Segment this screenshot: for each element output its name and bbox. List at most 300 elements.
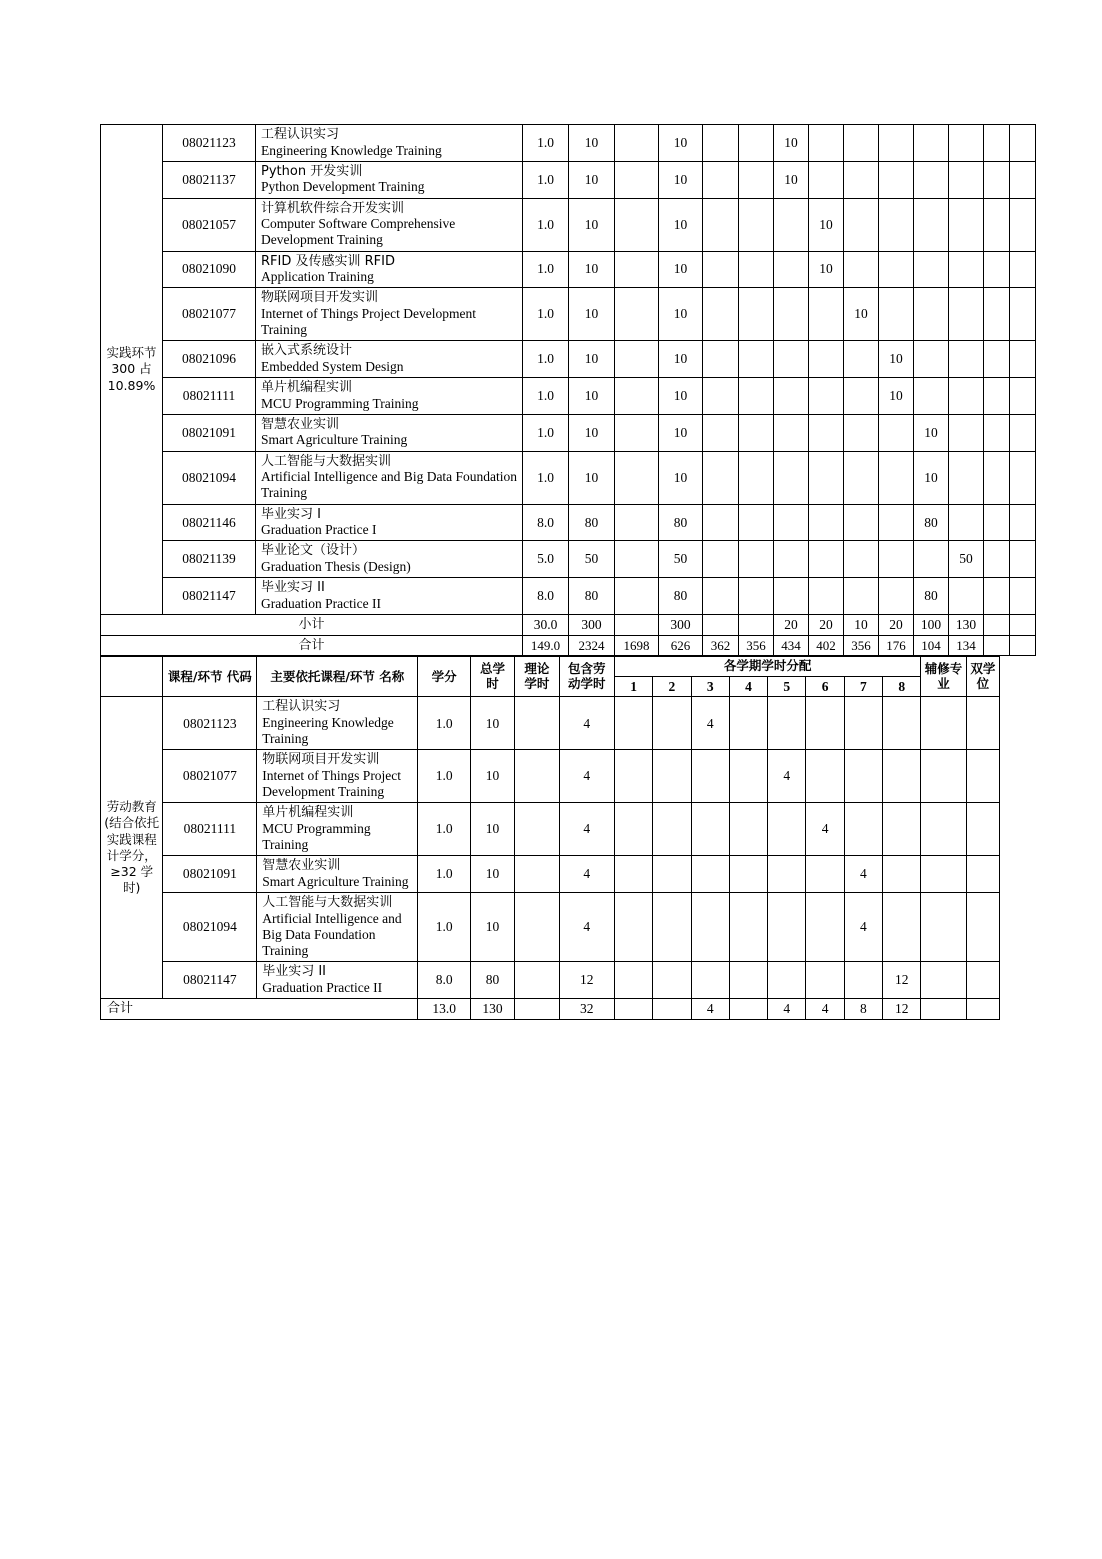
sem-6 <box>879 125 914 162</box>
sem-4 <box>809 504 844 541</box>
minor <box>984 198 1010 251</box>
theory-hours <box>615 578 659 615</box>
sem-3 <box>691 856 729 893</box>
sem-6 <box>879 541 914 578</box>
course-name <box>257 962 418 999</box>
sem-1 <box>614 750 652 803</box>
total-hours: 10 <box>569 251 615 288</box>
sem-4 <box>809 378 844 415</box>
sem-7 <box>914 341 949 378</box>
course-code: 08021077 <box>163 288 256 341</box>
course-name-cn: 工程认识实习 <box>261 127 340 142</box>
sem-6 <box>879 288 914 341</box>
sem-4 <box>729 750 767 803</box>
sem-1 <box>614 856 652 893</box>
sem-4 <box>809 414 844 451</box>
sem-2 <box>739 451 774 504</box>
sem-8: 50 <box>949 541 984 578</box>
sem-1 <box>703 341 739 378</box>
theory-hours <box>615 198 659 251</box>
total-row <box>101 635 1036 655</box>
course-code: 08021147 <box>163 578 256 615</box>
theory-hours <box>615 341 659 378</box>
sem-1 <box>703 504 739 541</box>
minor <box>984 541 1010 578</box>
total-hours: 10 <box>470 697 514 750</box>
sem-4 <box>729 962 767 999</box>
course-name-en: MCU Programming Training <box>262 821 371 853</box>
total-hours: 10 <box>470 856 514 893</box>
total-hours: 300 <box>569 614 615 635</box>
sem-8 <box>949 378 984 415</box>
dual <box>1010 451 1036 504</box>
dual <box>966 803 999 856</box>
sem-8 <box>949 341 984 378</box>
sem-7 <box>844 697 882 750</box>
course-name-en: Computer Software Comprehensive Development Training <box>261 216 456 248</box>
sem-2 <box>653 856 691 893</box>
practice-hours: 10 <box>659 198 703 251</box>
sem-2 <box>653 803 691 856</box>
course-name-cn: Python 开发实训 <box>261 163 363 179</box>
total-hours: 10 <box>569 414 615 451</box>
sem-2 <box>739 541 774 578</box>
header-row <box>101 657 1000 676</box>
course-name <box>256 378 523 415</box>
sem-3 <box>774 541 809 578</box>
sem-7 <box>914 251 949 288</box>
course-name <box>256 288 523 341</box>
sem-3: 434 <box>774 635 809 655</box>
sem-2 <box>739 288 774 341</box>
course-name-cn: 单片机编程实训 <box>261 380 353 396</box>
labor-hours: 4 <box>559 803 614 856</box>
sem-1 <box>703 378 739 415</box>
sem-2 <box>739 161 774 198</box>
sem-6: 176 <box>879 635 914 655</box>
sem-1 <box>614 999 652 1020</box>
course-name <box>256 251 523 288</box>
total-hours: 10 <box>470 893 514 962</box>
minor <box>984 451 1010 504</box>
sem-8 <box>883 893 921 962</box>
course-plan-page <box>100 124 1000 1020</box>
dual <box>1010 541 1036 578</box>
credits: 30.0 <box>523 614 569 635</box>
table-row <box>101 161 1036 198</box>
sem-7 <box>914 198 949 251</box>
sem-7 <box>914 378 949 415</box>
header-theory-hours: 理论学时 <box>515 657 559 697</box>
sem-8 <box>949 451 984 504</box>
dual <box>1010 635 1036 655</box>
sem-6: 4 <box>806 803 844 856</box>
sem-6 <box>879 251 914 288</box>
sem-2 <box>653 962 691 999</box>
total-row <box>101 999 1000 1020</box>
credits: 8.0 <box>418 962 470 999</box>
minor <box>984 578 1010 615</box>
header-credits: 学分 <box>418 657 470 697</box>
sem-3 <box>691 803 729 856</box>
course-code: 08021091 <box>163 414 256 451</box>
sem-1 <box>614 962 652 999</box>
course-code: 08021147 <box>163 962 257 999</box>
course-code: 08021091 <box>163 856 257 893</box>
course-name <box>256 578 523 615</box>
sem-5: 10 <box>844 288 879 341</box>
dual <box>966 856 999 893</box>
sem-2 <box>739 614 774 635</box>
sem-5 <box>844 251 879 288</box>
sem-2 <box>739 378 774 415</box>
sem-6 <box>806 962 844 999</box>
sem-6: 20 <box>879 614 914 635</box>
sem-6 <box>879 161 914 198</box>
table-row <box>101 541 1036 578</box>
course-name-en: Embedded System Design <box>261 358 404 374</box>
sem-3 <box>691 893 729 962</box>
sem-4 <box>729 999 767 1020</box>
total-hours: 130 <box>470 999 514 1020</box>
sem-7: 10 <box>914 451 949 504</box>
credits: 1.0 <box>523 378 569 415</box>
table-row <box>101 288 1036 341</box>
practice-hours: 10 <box>659 251 703 288</box>
sem-3 <box>774 288 809 341</box>
course-name <box>257 856 418 893</box>
sem-7: 10 <box>914 414 949 451</box>
total-hours: 10 <box>569 288 615 341</box>
sem-7: 80 <box>914 504 949 541</box>
total-hours: 80 <box>569 504 615 541</box>
sem-1 <box>614 697 652 750</box>
sem-7 <box>914 125 949 162</box>
course-name <box>256 414 523 451</box>
course-code: 08021146 <box>163 504 256 541</box>
table-row <box>101 414 1036 451</box>
dual <box>1010 161 1036 198</box>
course-name-en: MCU Programming Training <box>261 395 419 411</box>
practice-hours: 80 <box>659 578 703 615</box>
sem-3 <box>774 378 809 415</box>
course-code: 08021057 <box>163 198 256 251</box>
theory-hours <box>615 504 659 541</box>
sem-8 <box>949 251 984 288</box>
practice-hours: 10 <box>659 125 703 162</box>
header-sem-4: 4 <box>729 676 767 697</box>
sem-2 <box>653 697 691 750</box>
header-code: 课程/环节 代码 <box>163 657 257 697</box>
sem-3: 10 <box>774 125 809 162</box>
sem-2 <box>653 750 691 803</box>
course-name-en: Artificial Intelligence and Big Data Foundation Training <box>262 910 402 959</box>
table-row <box>101 504 1036 541</box>
credits: 1.0 <box>418 893 470 962</box>
credits: 1.0 <box>523 341 569 378</box>
header-sem-8: 8 <box>883 676 921 697</box>
header-total-hours: 总学时 <box>470 657 514 697</box>
total-hours: 10 <box>569 125 615 162</box>
course-name <box>256 161 523 198</box>
sem-5 <box>768 962 806 999</box>
course-code: 08021094 <box>163 893 257 962</box>
sem-6 <box>806 856 844 893</box>
labor-hours: 4 <box>559 750 614 803</box>
credits: 1.0 <box>523 414 569 451</box>
dual <box>1010 614 1036 635</box>
sem-7 <box>844 750 882 803</box>
sem-8 <box>949 578 984 615</box>
dual <box>966 999 999 1020</box>
dual <box>966 750 999 803</box>
sem-3 <box>774 504 809 541</box>
table-row <box>101 750 1000 803</box>
course-name-cn: 工程认识实习 <box>262 699 341 715</box>
table-row <box>101 198 1036 251</box>
sem-2 <box>739 504 774 541</box>
labor-hours: 4 <box>559 893 614 962</box>
course-name-cn: 物联网项目开发实训 <box>261 290 379 306</box>
table-row <box>101 893 1000 962</box>
sem-7 <box>914 161 949 198</box>
sem-7: 100 <box>914 614 949 635</box>
practice-hours: 626 <box>659 635 703 655</box>
sem-7: 4 <box>844 893 882 962</box>
sem-4 <box>809 125 844 162</box>
sem-2 <box>739 198 774 251</box>
header-name: 主要依托课程/环节 名称 <box>257 657 418 697</box>
course-name-en: Artificial Intelligence and Big Data Foundation Training <box>261 469 518 501</box>
minor <box>984 161 1010 198</box>
theory-hours <box>615 125 659 162</box>
sem-5 <box>768 856 806 893</box>
sem-8 <box>883 750 921 803</box>
course-name-en: Graduation Practice I <box>261 522 377 538</box>
sem-3: 4 <box>691 999 729 1020</box>
course-code: 08021111 <box>163 378 256 415</box>
course-name <box>256 451 523 504</box>
course-name <box>256 341 523 378</box>
sem-8: 134 <box>949 635 984 655</box>
practice-hours: 50 <box>659 541 703 578</box>
total-hours: 10 <box>569 341 615 378</box>
theory-hours: 1698 <box>615 635 659 655</box>
sem-5 <box>844 125 879 162</box>
course-name-en: Graduation Practice II <box>261 595 381 611</box>
theory-hours <box>615 541 659 578</box>
sem-3 <box>774 451 809 504</box>
course-name <box>256 504 523 541</box>
sem-7: 80 <box>914 578 949 615</box>
minor <box>921 999 966 1020</box>
sem-1 <box>703 614 739 635</box>
subtotal-row <box>101 614 1036 635</box>
sem-3 <box>774 251 809 288</box>
course-name-cn: RFID 及传感实训 RFID <box>261 253 395 269</box>
practice-hours: 10 <box>659 288 703 341</box>
course-name-en: Application Training <box>261 269 374 285</box>
sem-4 <box>729 803 767 856</box>
table-row <box>101 856 1000 893</box>
course-name-en: Graduation Thesis (Design) <box>261 558 411 574</box>
sem-8 <box>883 803 921 856</box>
sem-3: 4 <box>691 697 729 750</box>
sem-1 <box>703 541 739 578</box>
header-sem-1: 1 <box>614 676 652 697</box>
sem-3: 20 <box>774 614 809 635</box>
sem-5 <box>844 378 879 415</box>
total-hours: 80 <box>569 578 615 615</box>
credits: 1.0 <box>523 198 569 251</box>
course-name-cn: 智慧农业实训 <box>261 416 340 432</box>
sem-5 <box>768 803 806 856</box>
course-name-en: Engineering Knowledge Training <box>261 142 442 158</box>
sem-3 <box>691 750 729 803</box>
sem-5 <box>844 414 879 451</box>
sem-1 <box>703 451 739 504</box>
sem-1 <box>703 578 739 615</box>
sem-1 <box>614 803 652 856</box>
sem-5 <box>844 578 879 615</box>
sem-5: 10 <box>844 614 879 635</box>
theory-hours <box>515 999 559 1020</box>
course-code: 08021123 <box>163 697 257 750</box>
total-label: 合计 <box>101 635 523 655</box>
sem-4 <box>809 341 844 378</box>
dual <box>966 962 999 999</box>
sem-6 <box>806 750 844 803</box>
theory-hours <box>615 614 659 635</box>
sem-4 <box>809 578 844 615</box>
header-sem-7: 7 <box>844 676 882 697</box>
group-label-labor: 劳动教育 (结合依托实践课程计学分，≥32 学时) <box>101 697 163 999</box>
course-name-cn: 物联网项目开发实训 <box>262 752 380 768</box>
sem-3 <box>774 198 809 251</box>
total-hours: 80 <box>470 962 514 999</box>
sem-8 <box>949 161 984 198</box>
credits: 1.0 <box>418 856 470 893</box>
minor <box>984 614 1010 635</box>
sem-8 <box>949 504 984 541</box>
dual <box>1010 251 1036 288</box>
sem-4: 10 <box>809 251 844 288</box>
sem-5 <box>844 504 879 541</box>
course-name-cn: 毕业实习 I <box>261 506 321 522</box>
course-name-cn: 毕业论文（设计） <box>261 543 366 559</box>
sem-3 <box>774 414 809 451</box>
minor <box>921 962 966 999</box>
sem-2 <box>653 893 691 962</box>
sem-2 <box>739 414 774 451</box>
practice-hours: 300 <box>659 614 703 635</box>
sem-8 <box>883 697 921 750</box>
total-hours: 50 <box>569 541 615 578</box>
course-name-cn: 人工智能与大数据实训 <box>261 453 392 469</box>
minor <box>921 697 966 750</box>
course-name <box>257 697 418 750</box>
sem-8 <box>949 125 984 162</box>
sem-2 <box>739 341 774 378</box>
sem-8 <box>949 198 984 251</box>
theory-hours <box>615 451 659 504</box>
theory-hours <box>515 750 559 803</box>
sem-2 <box>739 125 774 162</box>
credits: 1.0 <box>523 451 569 504</box>
credits: 149.0 <box>523 635 569 655</box>
sem-6 <box>879 578 914 615</box>
sem-7 <box>844 803 882 856</box>
dual <box>1010 198 1036 251</box>
course-name-cn: 人工智能与大数据实训 <box>262 895 393 911</box>
theory-hours <box>515 962 559 999</box>
sem-1 <box>703 251 739 288</box>
sem-1 <box>703 125 739 162</box>
sem-3: 10 <box>774 161 809 198</box>
minor <box>984 635 1010 655</box>
sem-6 <box>879 198 914 251</box>
sem-1 <box>703 288 739 341</box>
course-name-en: Smart Agriculture Training <box>261 432 408 448</box>
sem-8: 12 <box>883 999 921 1020</box>
course-name-cn: 计算机软件综合开发实训 <box>261 200 405 216</box>
minor <box>921 803 966 856</box>
subtotal-label: 小计 <box>101 614 523 635</box>
dual <box>1010 504 1036 541</box>
sem-4: 10 <box>809 198 844 251</box>
course-name-cn: 毕业实习 II <box>261 580 325 596</box>
sem-3 <box>691 962 729 999</box>
sem-6: 4 <box>806 999 844 1020</box>
theory-hours <box>615 414 659 451</box>
course-code: 08021139 <box>163 541 256 578</box>
sem-4 <box>729 893 767 962</box>
practice-hours: 10 <box>659 414 703 451</box>
credits: 13.0 <box>418 999 470 1020</box>
group-label-practice: 实践环节 300 占 10.89% <box>101 125 163 615</box>
credits: 8.0 <box>523 504 569 541</box>
sem-6 <box>806 893 844 962</box>
dual <box>1010 341 1036 378</box>
table-row <box>101 125 1036 162</box>
sem-1 <box>614 893 652 962</box>
total-label: 合计 <box>101 999 418 1020</box>
course-name-cn: 毕业实习 II <box>262 964 327 980</box>
sem-2: 356 <box>739 635 774 655</box>
practice-hours: 80 <box>659 504 703 541</box>
sem-8: 12 <box>883 962 921 999</box>
course-name-en: Internet of Things Project Development Training <box>262 768 402 800</box>
table-row <box>101 341 1036 378</box>
dual <box>966 893 999 962</box>
course-code: 08021096 <box>163 341 256 378</box>
course-code: 08021090 <box>163 251 256 288</box>
course-name-en: Graduation Practice II <box>262 979 383 995</box>
theory-hours <box>515 697 559 750</box>
course-code: 08021137 <box>163 161 256 198</box>
theory-hours <box>615 161 659 198</box>
table-row <box>101 803 1000 856</box>
credits: 1.0 <box>418 697 470 750</box>
sem-6 <box>879 414 914 451</box>
labor-hours: 12 <box>559 962 614 999</box>
course-name <box>256 541 523 578</box>
sem-5: 4 <box>768 999 806 1020</box>
sem-5 <box>768 893 806 962</box>
minor <box>984 341 1010 378</box>
sem-4 <box>729 856 767 893</box>
sem-5 <box>844 451 879 504</box>
